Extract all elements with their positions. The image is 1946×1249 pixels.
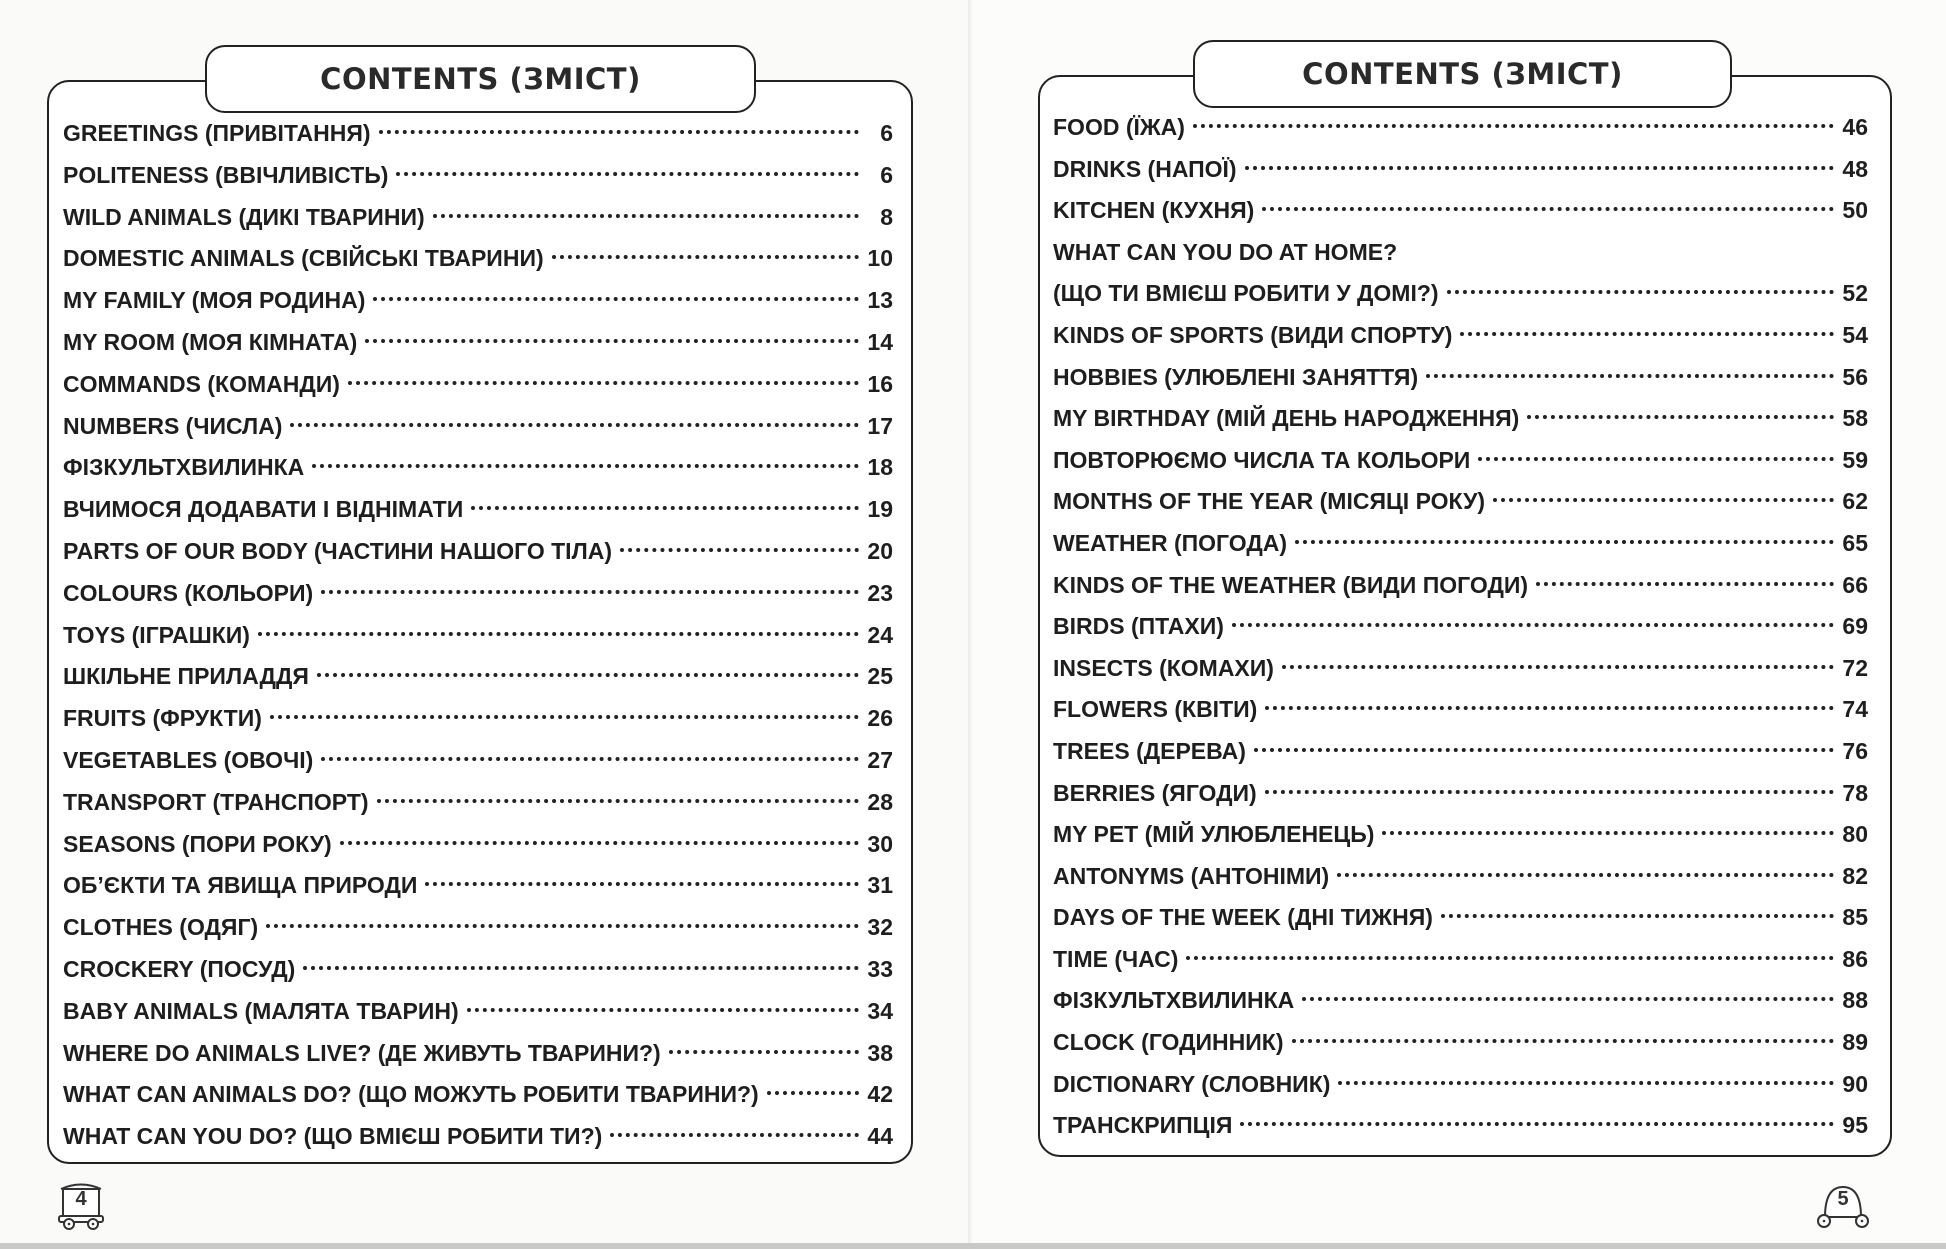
- toc-entry-page: 27: [867, 746, 893, 773]
- dot-leader: [1493, 498, 1834, 502]
- toc-entry-title: FLOWERS (КВІТИ): [1053, 696, 1258, 723]
- toc-entry-title: COMMANDS (КОМАНДИ): [63, 370, 340, 397]
- toc-entry-page: 86: [1842, 945, 1868, 972]
- toc-entry[interactable]: [1053, 523, 1868, 565]
- toc-entry-title: DAYS OF THE WEEK (ДНІ ТИЖНЯ): [1053, 904, 1433, 931]
- toc-entry-page: 54: [1842, 321, 1868, 348]
- dot-leader: [1193, 124, 1834, 128]
- toc-entry-page: 65: [1842, 529, 1868, 556]
- dot-leader: [317, 673, 859, 677]
- toc-entry[interactable]: [63, 364, 893, 406]
- toc-entry-page: 14: [867, 328, 893, 355]
- dot-leader: [321, 590, 859, 594]
- toc-entry-title: ОБ’ЄКТИ ТА ЯВИЩА ПРИРОДИ: [63, 872, 418, 899]
- dot-leader: [1337, 873, 1834, 877]
- toc-entry[interactable]: [1053, 689, 1868, 731]
- toc-entry-title: ТРАНСКРИПЦІЯ: [1053, 1112, 1233, 1139]
- toc-entry-title: WHERE DO ANIMALS LIVE? (ДЕ ЖИВУТЬ ТВАРИНИ?): [63, 1039, 661, 1066]
- toc-entry-page: 8: [880, 203, 893, 230]
- dot-leader: [1536, 582, 1834, 586]
- toc-entry-page: 10: [867, 245, 893, 272]
- toc-entry[interactable]: [63, 1116, 893, 1158]
- toc-entry-title: FOOD (ЇЖА): [1053, 114, 1185, 140]
- toc-entry-page: 62: [1842, 488, 1868, 515]
- dot-leader: [377, 799, 859, 803]
- toc-entry[interactable]: [1053, 149, 1868, 191]
- dot-leader: [1302, 997, 1834, 1001]
- toc-entry-page: 90: [1842, 1070, 1868, 1097]
- dot-leader: [1282, 665, 1834, 669]
- dot-leader: [1186, 956, 1834, 960]
- toc-entry-title: ПОВТОРЮЄМО ЧИСЛА ТА КОЛЬОРИ: [1053, 446, 1471, 473]
- toc-entry-page: 58: [1842, 405, 1868, 432]
- toc-entry-title: HOBBIES (УЛЮБЛЕНІ ЗАНЯТТЯ): [1053, 363, 1419, 390]
- toc-entry[interactable]: [1053, 1064, 1868, 1106]
- toc-entry-title: PARTS OF OUR BODY (ЧАСТИНИ НАШОГО ТІЛА): [63, 537, 612, 564]
- page-bottom-edge: [0, 1243, 1946, 1249]
- dot-leader: [1245, 166, 1834, 170]
- toc-entry[interactable]: [1053, 481, 1868, 523]
- toc-entry[interactable]: [1053, 814, 1868, 856]
- toc-entry[interactable]: [1053, 357, 1868, 399]
- toc-entry-page: 69: [1842, 613, 1868, 640]
- left-contents-heading: CONTENTS (ЗМІСТ): [205, 45, 756, 113]
- toc-entry[interactable]: [63, 489, 893, 531]
- toc-entry[interactable]: [1053, 856, 1868, 898]
- toc-entry-page: 89: [1842, 1029, 1868, 1056]
- toc-entry-page: 13: [867, 287, 893, 314]
- toc-entry-title: GREETINGS (ПРИВІТАННЯ): [63, 120, 371, 146]
- toc-entry-title: MY PET (МІЙ УЛЮБЛЕНЕЦЬ): [1053, 821, 1375, 848]
- toc-entry[interactable]: [63, 907, 893, 949]
- toc-entry[interactable]: [1053, 315, 1868, 357]
- left-page-number-badge: [55, 1180, 107, 1230]
- toc-entry-page: 20: [867, 537, 893, 564]
- toc-entry-page: 26: [867, 705, 893, 732]
- toc-entry-title: CLOCK (ГОДИННИК): [1053, 1029, 1284, 1056]
- dot-leader: [1292, 1039, 1834, 1043]
- right-page-number: 5: [1837, 1188, 1849, 1210]
- toc-entry[interactable]: [1053, 648, 1868, 690]
- right-page-number-badge: [1815, 1183, 1871, 1229]
- toc-entry-title: WILD ANIMALS (ДИКІ ТВАРИНИ): [63, 203, 425, 230]
- dot-leader: [258, 632, 859, 636]
- toc-entry-title: MY BIRTHDAY (МІЙ ДЕНЬ НАРОДЖЕННЯ): [1053, 405, 1520, 432]
- toc-entry[interactable]: [63, 656, 893, 698]
- dot-leader: [312, 464, 859, 468]
- toc-entry-title: ФІЗКУЛЬТХВИЛИНКА: [1053, 987, 1295, 1014]
- toc-entry-page: 46: [1842, 114, 1868, 140]
- toc-entry-title: MONTHS OF THE YEAR (МІСЯЦІ РОКУ): [1053, 488, 1486, 515]
- toc-entry[interactable]: [1053, 731, 1868, 773]
- toc-entry[interactable]: [63, 824, 893, 866]
- dot-leader: [1295, 540, 1834, 544]
- toc-entry-title: BERRIES (ЯГОДИ): [1053, 779, 1257, 806]
- dot-leader: [425, 882, 859, 886]
- toc-entry-page: 95: [1842, 1112, 1868, 1139]
- dot-leader: [1441, 914, 1834, 918]
- toc-entry-page: 18: [867, 454, 893, 481]
- dot-leader: [1254, 748, 1834, 752]
- toc-entry-page: 24: [867, 621, 893, 648]
- toc-entry[interactable]: [1053, 273, 1868, 315]
- dot-leader: [1382, 831, 1834, 835]
- toc-entry-title: DOMESTIC ANIMALS (СВІЙСЬКІ ТВАРИНИ): [63, 245, 544, 272]
- toc-entry-title: ANTONYMS (АНТОНІМИ): [1053, 862, 1330, 889]
- right-contents-heading: CONTENTS (ЗМІСТ): [1193, 40, 1732, 108]
- toc-entry-page: 76: [1842, 737, 1868, 764]
- toc-entry[interactable]: [1053, 232, 1868, 274]
- toc-entry-title: POLITENESS (ВВІЧЛИВІСТЬ): [63, 161, 389, 188]
- dot-leader: [379, 130, 859, 134]
- dot-leader: [467, 1008, 859, 1012]
- left-contents-list: [63, 113, 893, 1158]
- dot-leader: [348, 381, 859, 385]
- toc-entry[interactable]: [1053, 1022, 1868, 1064]
- dot-leader: [340, 841, 859, 845]
- toc-entry-title: DRINKS (НАПОЇ): [1053, 155, 1237, 182]
- toc-entry[interactable]: [1053, 107, 1868, 149]
- toc-entry-title: KITCHEN (КУХНЯ): [1053, 197, 1255, 224]
- toc-entry[interactable]: [1053, 606, 1868, 648]
- toc-entry-page: 44: [867, 1123, 893, 1150]
- toc-entry-page: 23: [867, 579, 893, 606]
- dot-leader: [396, 172, 859, 176]
- dot-leader: [1265, 706, 1834, 710]
- toc-entry[interactable]: [63, 991, 893, 1033]
- toc-entry-title: WHAT CAN YOU DO AT HOME?: [1053, 238, 1398, 265]
- toc-entry-page: 78: [1842, 779, 1868, 806]
- dot-leader: [1265, 790, 1834, 794]
- toc-entry-title: TRANSPORT (ТРАНСПОРТ): [63, 788, 369, 815]
- toc-entry-page: 33: [867, 955, 893, 982]
- toc-entry-title: BIRDS (ПТАХИ): [1053, 613, 1224, 640]
- dot-leader: [767, 1091, 859, 1095]
- toc-entry-title: INSECTS (КОМАХИ): [1053, 654, 1274, 681]
- toc-entry-page: 6: [880, 120, 893, 146]
- toc-entry-title: WHAT CAN YOU DO? (ЩО ВМІЄШ РОБИТИ ТИ?): [63, 1123, 603, 1150]
- toc-entry-page: 56: [1842, 363, 1868, 390]
- dot-leader: [321, 757, 859, 761]
- toc-entry-page: 31: [867, 872, 893, 899]
- toc-entry-title: MY FAMILY (МОЯ РОДИНА): [63, 287, 366, 314]
- toc-entry-page: 88: [1842, 987, 1868, 1014]
- dot-leader: [669, 1050, 859, 1054]
- toc-entry[interactable]: [63, 573, 893, 615]
- toc-entry-title: WEATHER (ПОГОДА): [1053, 529, 1288, 556]
- toc-entry-page: 59: [1842, 446, 1868, 473]
- toc-entry-page: 48: [1842, 155, 1868, 182]
- toc-entry-title: KINDS OF SPORTS (ВИДИ СПОРТУ): [1053, 321, 1453, 348]
- dot-leader: [1338, 1081, 1834, 1085]
- dot-leader: [1262, 207, 1834, 211]
- toc-entry-title: NUMBERS (ЧИСЛА): [63, 412, 283, 439]
- toc-entry[interactable]: [1053, 565, 1868, 607]
- toc-entry[interactable]: [63, 740, 893, 782]
- dot-leader: [433, 214, 859, 218]
- toc-entry-page: 6: [880, 161, 893, 188]
- toc-entry[interactable]: [63, 1033, 893, 1075]
- toc-entry[interactable]: [1053, 980, 1868, 1022]
- dot-leader: [1426, 374, 1834, 378]
- toc-entry[interactable]: [63, 865, 893, 907]
- toc-entry[interactable]: [63, 447, 893, 489]
- dot-leader: [1478, 457, 1834, 461]
- toc-entry[interactable]: [1053, 773, 1868, 815]
- right-contents-list: [1053, 107, 1868, 1147]
- dot-leader: [373, 297, 859, 301]
- dot-leader: [1240, 1122, 1834, 1126]
- toc-entry-page: 30: [867, 830, 893, 857]
- toc-entry[interactable]: [63, 949, 893, 991]
- dot-leader: [610, 1133, 859, 1137]
- toc-entry[interactable]: [1053, 897, 1868, 939]
- toc-entry[interactable]: [63, 280, 893, 322]
- toc-entry-title: WHAT CAN ANIMALS DO? (ЩО МОЖУТЬ РОБИТИ ТВАРИНИ?): [63, 1081, 759, 1108]
- dot-leader: [270, 715, 859, 719]
- toc-entry-page: 72: [1842, 654, 1868, 681]
- toc-entry-title: ШКІЛЬНЕ ПРИЛАДДЯ: [63, 663, 309, 690]
- toc-entry-title: DICTIONARY (СЛОВНИК): [1053, 1070, 1331, 1097]
- toc-entry-page: 16: [867, 370, 893, 397]
- toc-entry-title: VEGETABLES (ОВОЧІ): [63, 746, 314, 773]
- toc-entry-title: (ЩО ТИ ВМІЄШ РОБИТИ У ДОМІ?): [1053, 280, 1439, 307]
- toc-entry-page: 50: [1842, 197, 1868, 224]
- toc-entry-page: 74: [1842, 696, 1868, 723]
- toc-entry-title: KINDS OF THE WEATHER (ВИДИ ПОГОДИ): [1053, 571, 1529, 598]
- toc-entry[interactable]: [63, 197, 893, 239]
- toc-entry[interactable]: [63, 1074, 893, 1116]
- toc-entry-title: ФІЗКУЛЬТХВИЛИНКА: [63, 454, 305, 481]
- toc-entry[interactable]: [63, 322, 893, 364]
- dot-leader: [1447, 290, 1834, 294]
- dot-leader: [552, 255, 859, 259]
- toc-entry-title: FRUITS (ФРУКТИ): [63, 705, 262, 732]
- left-page-number: 4: [75, 1188, 87, 1210]
- toc-entry[interactable]: [63, 615, 893, 657]
- toc-entry-title: TIME (ЧАС): [1053, 945, 1179, 972]
- toc-entry-page: 17: [867, 412, 893, 439]
- toc-entry-title: COLOURS (КОЛЬОРИ): [63, 579, 314, 606]
- toc-entry-page: 38: [867, 1039, 893, 1066]
- toc-entry[interactable]: [1053, 190, 1868, 232]
- toc-entry[interactable]: [63, 406, 893, 448]
- toc-entry-page: 52: [1842, 280, 1868, 307]
- toc-entry-title: SEASONS (ПОРИ РОКУ): [63, 830, 332, 857]
- toc-entry-page: 28: [867, 788, 893, 815]
- dot-leader: [1460, 332, 1834, 336]
- toc-entry-title: TREES (ДЕРЕВА): [1053, 737, 1246, 764]
- toc-entry-page: 80: [1842, 821, 1868, 848]
- toc-entry-page: 25: [867, 663, 893, 690]
- dot-leader: [365, 339, 859, 343]
- toc-entry-page: 42: [867, 1081, 893, 1108]
- toc-entry[interactable]: [63, 238, 893, 280]
- dot-leader: [471, 506, 859, 510]
- book-gutter: [968, 0, 972, 1249]
- toc-entry-title: MY ROOM (МОЯ КІМНАТА): [63, 328, 358, 355]
- toc-entry-title: BABY ANIMALS (МАЛЯТА ТВАРИН): [63, 997, 459, 1024]
- toc-entry[interactable]: [63, 155, 893, 197]
- toc-entry[interactable]: [1053, 1105, 1868, 1147]
- toc-entry[interactable]: [63, 782, 893, 824]
- toc-entry[interactable]: [1053, 939, 1868, 981]
- dot-leader: [1232, 623, 1834, 627]
- toc-entry[interactable]: [1053, 440, 1868, 482]
- toc-entry-title: ВЧИМОСЯ ДОДАВАТИ І ВІДНІМАТИ: [63, 496, 464, 523]
- dot-leader: [290, 423, 859, 427]
- dot-leader: [1527, 415, 1834, 419]
- dot-leader: [266, 924, 859, 928]
- toc-entry-title: CROCKERY (ПОСУД): [63, 955, 296, 982]
- toc-entry-page: 34: [867, 997, 893, 1024]
- toc-entry[interactable]: [63, 698, 893, 740]
- toc-entry[interactable]: [63, 113, 893, 155]
- toc-entry-page: 66: [1842, 571, 1868, 598]
- dot-leader: [620, 548, 859, 552]
- toc-entry-title: TOYS (ІГРАШКИ): [63, 621, 250, 648]
- toc-entry-page: 19: [867, 496, 893, 523]
- toc-entry[interactable]: [63, 531, 893, 573]
- toc-entry-title: CLOTHES (ОДЯГ): [63, 914, 259, 941]
- dot-leader: [303, 966, 859, 970]
- toc-entry-page: 82: [1842, 862, 1868, 889]
- toc-entry-page: 32: [867, 914, 893, 941]
- toc-entry-page: 85: [1842, 904, 1868, 931]
- toc-entry[interactable]: [1053, 398, 1868, 440]
